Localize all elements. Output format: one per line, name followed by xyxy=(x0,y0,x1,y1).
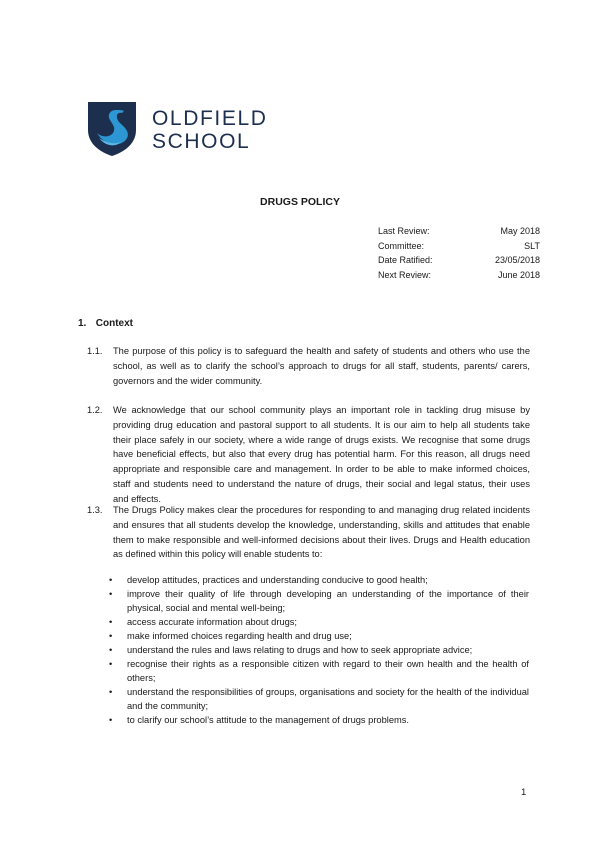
bullet-icon: • xyxy=(109,715,113,725)
swan-shield-icon xyxy=(86,100,138,158)
paragraph-number: 1.1. xyxy=(87,346,103,356)
list-item xyxy=(109,713,529,727)
meta-row-next-review xyxy=(378,268,540,283)
meta-value: May 2018 xyxy=(500,226,540,236)
list-item-text: develop attitudes, practices and understanding conducive to good health; xyxy=(127,575,428,585)
list-item xyxy=(109,573,529,587)
objectives-list xyxy=(109,573,529,727)
review-metadata xyxy=(378,224,540,282)
list-item-text: access accurate information about drugs; xyxy=(127,617,298,627)
paragraph-number: 1.3. xyxy=(87,505,103,515)
section-heading xyxy=(78,318,133,329)
paragraph-1-3 xyxy=(87,503,530,562)
document-title: DRUGS POLICY xyxy=(260,196,340,208)
school-name xyxy=(152,107,268,153)
section-title: Context xyxy=(95,318,134,329)
logo-line-1: OLDFIELD xyxy=(152,107,268,130)
list-item-text: make informed choices regarding health and drug use; xyxy=(127,631,352,641)
paragraph-1-2 xyxy=(87,403,530,507)
school-logo xyxy=(86,100,286,170)
bullet-icon: • xyxy=(109,589,113,599)
meta-value: SLT xyxy=(524,240,540,251)
meta-value: June 2018 xyxy=(497,269,540,280)
bullet-icon: • xyxy=(109,617,113,627)
meta-label: Next Review: xyxy=(378,269,432,280)
paragraph-number: 1.2. xyxy=(87,405,103,415)
paragraph-text: The purpose of this policy is to safeguard the health and safety of students and others who use the school, as well as to clarify the school’s approach to drugs for all staff, students, parents/ carers, governors and the wider community. xyxy=(113,346,530,386)
list-item-text: recognise their rights as a responsible citizen with regard to their own health and the health of others; xyxy=(127,659,529,683)
meta-label: Last Review: xyxy=(378,226,430,236)
meta-value: 23/05/2018 xyxy=(494,255,540,265)
meta-row-date-ratified xyxy=(378,253,540,268)
list-item xyxy=(109,657,529,685)
meta-label: Date Ratified: xyxy=(378,255,433,265)
list-item xyxy=(109,685,529,713)
logo-line-2: SCHOOL xyxy=(152,130,251,153)
list-item xyxy=(109,615,529,629)
paragraph-text: The Drugs Policy makes clear the procedures for responding to and managing drug related incidents and ensures that all students develop the knowledge, understanding, skills and attitudes that enable them to make responsible and well-informed decisions about their lives. Drugs and Health education as defined within this policy will enable students to: xyxy=(113,505,530,560)
meta-label: Committee: xyxy=(378,240,425,251)
meta-row-committee xyxy=(378,239,540,254)
list-item xyxy=(109,629,529,643)
list-item-text: understand the rules and laws relating to drugs and how to seek appropriate advice; xyxy=(127,645,473,655)
bullet-icon: • xyxy=(109,687,113,697)
section-number: 1. xyxy=(78,318,87,329)
meta-row-last-review xyxy=(378,224,540,239)
bullet-icon: • xyxy=(109,645,113,655)
bullet-icon: • xyxy=(109,631,113,641)
paragraph-1-1 xyxy=(87,344,530,388)
list-item-text: improve their quality of life through developing an understanding of the importance of their physical, social and mental well-being; xyxy=(127,589,529,613)
bullet-icon: • xyxy=(109,659,113,669)
list-item-text: understand the responsibilities of groups, organisations and society for the health of the individual and the community; xyxy=(127,687,529,711)
bullet-icon: • xyxy=(109,575,113,585)
paragraph-text: We acknowledge that our school community plays an important role in tackling drug misuse by providing drug education and pastoral support to all students. It is our aim to help all students take their place safely in our society, where a wide range of drugs exists. We recognise that some drugs have beneficial effects, but also that every drug has potential harm. For this reason, all drugs need appropriate and responsible care and management. In order to be able to make informed choices, staff and students need to understand the nature of drugs, their social and legal status, their uses and effects. xyxy=(113,405,530,504)
list-item xyxy=(109,587,529,615)
page-number: 1 xyxy=(521,787,527,798)
list-item-text: to clarify our school’s attitude to the management of drugs problems. xyxy=(127,715,409,725)
list-item xyxy=(109,643,529,657)
